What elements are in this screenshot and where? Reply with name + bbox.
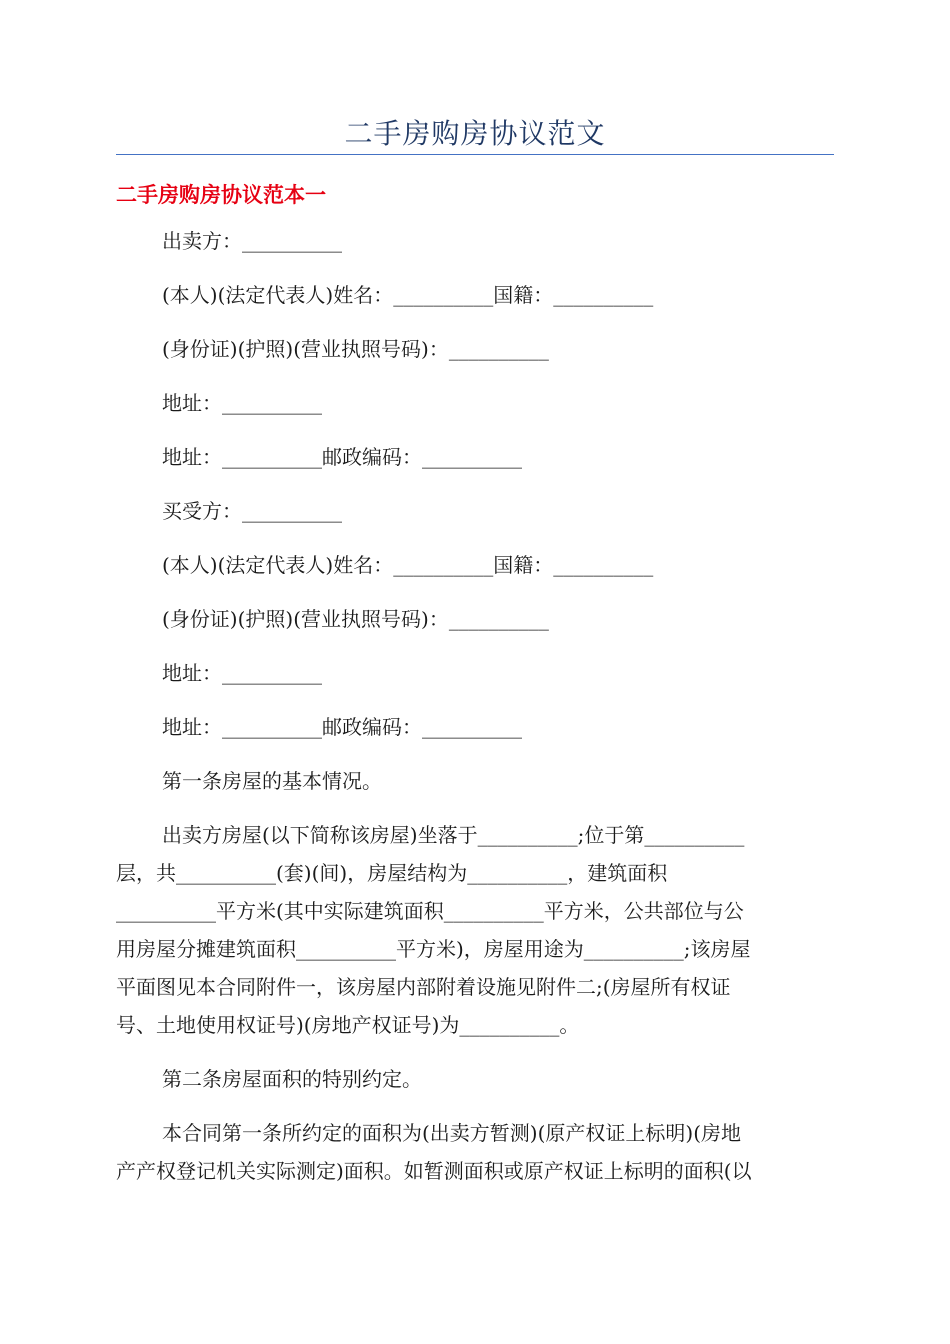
seller-id-line: (身份证)(护照)(营业执照号码)：__________ <box>162 337 549 361</box>
article2-paragraph <box>116 1114 834 1190</box>
seller-address-line: 地址：__________ <box>162 391 322 415</box>
seller-name-nationality-line: (本人)(法定代表人)姓名：__________国籍：__________ <box>162 283 654 307</box>
buyer-id-line: (身份证)(护照)(营业执照号码)：__________ <box>162 607 549 631</box>
section-heading: 二手房购房协议范本一 <box>116 183 326 207</box>
buyer-line: 买受方：__________ <box>162 499 342 523</box>
title-divider <box>116 154 834 155</box>
paragraph-line: 产产权登记机关实际测定)面积。如暂测面积或原产权证上标明的面积(以 <box>116 1159 752 1183</box>
seller-address-postcode-line: 地址：__________邮政编码：__________ <box>162 445 522 469</box>
buyer-address-postcode-line: 地址：__________邮政编码：__________ <box>162 715 522 739</box>
paragraph-line: 平面图见本合同附件一，该房屋内部附着设施见附件二;(房屋所有权证 <box>116 975 731 999</box>
paragraph-line: 本合同第一条所约定的面积为(出卖方暂测)(原产权证上标明)(房地 <box>162 1121 742 1145</box>
document-title: 二手房购房协议范文 <box>344 117 606 150</box>
article1-heading: 第一条房屋的基本情况。 <box>162 769 382 793</box>
paragraph-line: __________平方米(其中实际建筑面积__________平方米，公共部位与公 <box>116 899 744 923</box>
paragraph-line: 号、土地使用权证号)(房地产权证号)为__________。 <box>116 1013 580 1037</box>
buyer-name-nationality-line: (本人)(法定代表人)姓名：__________国籍：__________ <box>162 553 654 577</box>
article2-heading: 第二条房屋面积的特别约定。 <box>162 1067 422 1091</box>
buyer-address-line: 地址：__________ <box>162 661 322 685</box>
paragraph-line: 出卖方房屋(以下简称该房屋)坐落于__________;位于第__________ <box>162 823 745 847</box>
article1-paragraph <box>116 816 834 1044</box>
paragraph-line: 用房屋分摊建筑面积__________平方米)，房屋用途为__________;该房屋 <box>116 937 751 961</box>
seller-line: 出卖方：__________ <box>162 229 342 253</box>
paragraph-line: 层，共__________(套)(间)，房屋结构为__________，建筑面积 <box>116 861 668 885</box>
